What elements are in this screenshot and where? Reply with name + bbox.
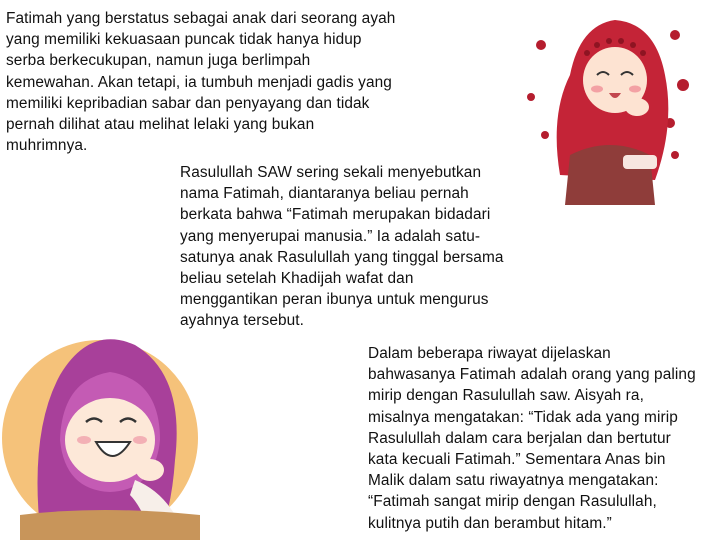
paragraph-intro: Fatimah yang berstatus sebagai anak dari seorang ayah yang memiliki kekuasaan puncak tidak hanya hidup serba berkecukupan, namun juga berlimpah kemewahan. Akan tetapi, ia tumbuh menjadi gadis yang memiliki kepribadian sabar dan penyayang dan tidak pernah dilihat atau melihat lelaki yang bukan muhrimnya. xyxy=(6,10,396,155)
girl-red-hijab-illustration xyxy=(525,5,695,205)
paragraph-riwayat: Dalam beberapa riwayat dijelaskan bahwasanya Fatimah adalah orang yang paling mirip dengan Rasulullah saw. Aisyah ra, misalnya mengatakan: “Tidak ada yang mirip Rasulullah dalam cara berjalan dan bertutur kata kecuali Fatimah.” Sementara Anas bin Malik dalam satu riwayatnya mengatakan: “Fatimah sangat mirip dengan Rasulullah, kulitnya putih dan berambut hitam.” xyxy=(368,345,696,532)
girl-purple-hijab-illustration xyxy=(0,320,215,540)
paragraph-rasulullah: Rasulullah SAW sering sekali menyebutkan nama Fatimah, diantaranya beliau pernah berkata bahwa “Fatimah merupakan bidadari yang menyerupai manusia.” Ia adalah satu- satunya anak Rasulullah yang tinggal bersama beliau setelah Khadijah wafat dan menggantikan peran ibunya untuk mengurus ayahnya tersebut. xyxy=(180,164,504,330)
